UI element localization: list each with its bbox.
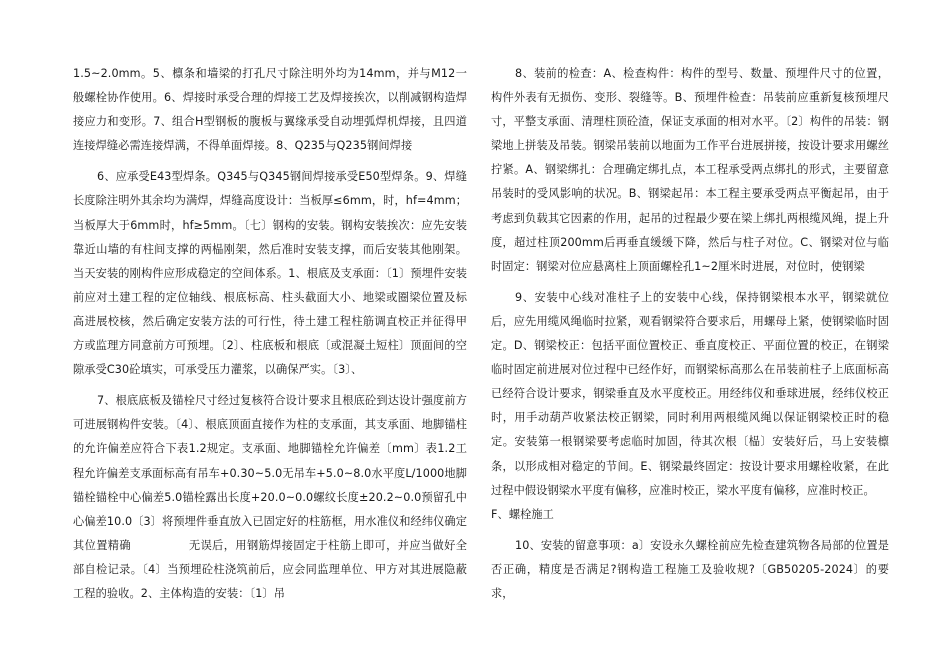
left-paragraph-1: 1.5~2.0mm。5、檩条和墙梁的打孔尺寸除注明外均为14mm，并与M12一般螺栓协作使用。6、焊接时承受合理的焊接工艺及焊接挨次，以削减钢构造焊接应力和变形。7、组合H型钢板的腹板与翼缘承受自动埋弧焊机焊接，且四道连接焊缝必需连接焊满，不得单面焊接。8、Q235与Q235钢间焊接 <box>73 67 467 153</box>
left-paragraph-2: 6、应承受E43型焊条。Q345与Q345钢间焊接承受E50型焊条。9、焊缝长度除注明外其余均为满焊，焊缝高度设计：当板厚≤6mm，时，hf=4mm；当板厚大于6mm时，hf≥5mm。〔七〕钢构的安装。钢构安装挨次：应先安装靠近山墙的有柱间支撑的两榀刚架，然后准时安装支撑，而后安装其他刚架。当天安装的刚构件应形成稳定的空间体系。1、根底及支承面：〔1〕预埋件安装前应对土建工程的定位轴线、根底标高、柱头截面大小、地梁或圈梁位置及标高进展校核，然后确定安装方法的可行性，待土建工程柱筋调直校正并征得甲方或监理方同意前方可预埋。〔2〕、柱底板和根底〔或混凝土短柱〕顶面间的空隙承受C30砼填实，可承受压力灌浆，以确保严实。〔3〕、 <box>73 170 467 377</box>
right-column <box>491 62 889 606</box>
left-column <box>73 62 467 606</box>
right-paragraph-2: 9、安装中心线对准柱子上的安装中心线，保持钢梁根本水平，钢梁就位后，应先用缆风绳临时拉紧，观看钢梁符合要求后，用螺母上紧，使钢梁临时固定。D、钢梁校正：包括平面位置校正、垂直度校正、平面位置的校正，在钢梁临时固定前进展对位过程中已经作好，而钢梁标高那么在吊装前柱子上底面标高已经符合设计要求，钢梁垂直及水平度校正。用经纬仪和垂球进展，经纬仪校正时，用手动葫芦收紧法校正钢梁，同时利用两根缆风绳以保证钢梁校正时的稳定。安装第一根钢梁要考虑临时加固，待其次根〔榀〕安装好后，马上安装檩条，以形成相对稳定的节间。E、钢梁最终固定：按设计要求用螺栓收紧，在此过程中假设钢梁水平度有偏移，应准时校正，梁水平度有偏移，应准时校正。 <box>491 290 889 497</box>
left-paragraph-3: 7、根底底板及锚栓尺寸经过复核符合设计要求且根底砼到达设计强度前方可进展钢构件安装。〔4〕、根底顶面直接作为柱的支承面，其支承面、地脚锚柱的允许偏差应符合下表1.2规定。支承面、地脚锚栓允许偏差〔mm〕表1.2工程允许偏差支承面标高有吊车+0.30~5.0无吊车+5.0~8.0水平度L/1000地脚锚栓锚栓中心偏差5.0锚栓露出长度+20.0~0.0螺纹长度±20.2~0.0预留孔中心偏差10.0〔3〕将预埋件垂直放入已固定好的柱筋框，用水准仪和经纬仪确定其位置精确 无误后，用钢筋焊接固定于柱筋上即可，并应当做好全部自检记录。〔4〕当预埋砼柱浇筑前后，应会同监理单位、甲方对其进展隐蔽工程的验收。2、主体构造的安装：〔1〕吊 <box>73 394 467 600</box>
right-paragraph-1: 8、装前的检查：A、检查构件：构件的型号、数量、预埋件尺寸的位置，构件外表有无损伤、变形、裂缝等。B、预埋件检查：吊装前应重新复核预埋尺寸，平整支承面、清理柱顶砼渣，保证支承面的相对水平。〔2〕构件的吊装：钢梁地上拼装及吊装。钢梁吊装前以地面为工作平台进展拼接，按设计要求用螺丝拧紧。A、钢梁绑扎：合理确定绑扎点，本工程承受两点绑扎的形式，主要留意吊装时的受风影响的状况。B、钢梁起吊：本工程主要承受两点平衡起吊，由于考虑到负载其它因素的作用，起吊的过程最少要在梁上绑扎两根缆风绳，提上升度，超过柱顶200mm后再垂直缓缓下降，然后与柱子对位。C、钢梁对位与临时固定：钢梁对位应悬离柱上顶面螺栓孔1~2厘米时进展，对位时，使钢梁 <box>491 67 889 273</box>
right-section-heading: F、螺栓施工 <box>491 507 554 521</box>
right-paragraph-4: 10、安装的留意事项：a〕安设永久螺栓前应先检查建筑物各局部的位置是否正确，精度是否满足?钢构造工程施工及验收规?〔GB50205-2024〕的要求， <box>491 538 889 600</box>
